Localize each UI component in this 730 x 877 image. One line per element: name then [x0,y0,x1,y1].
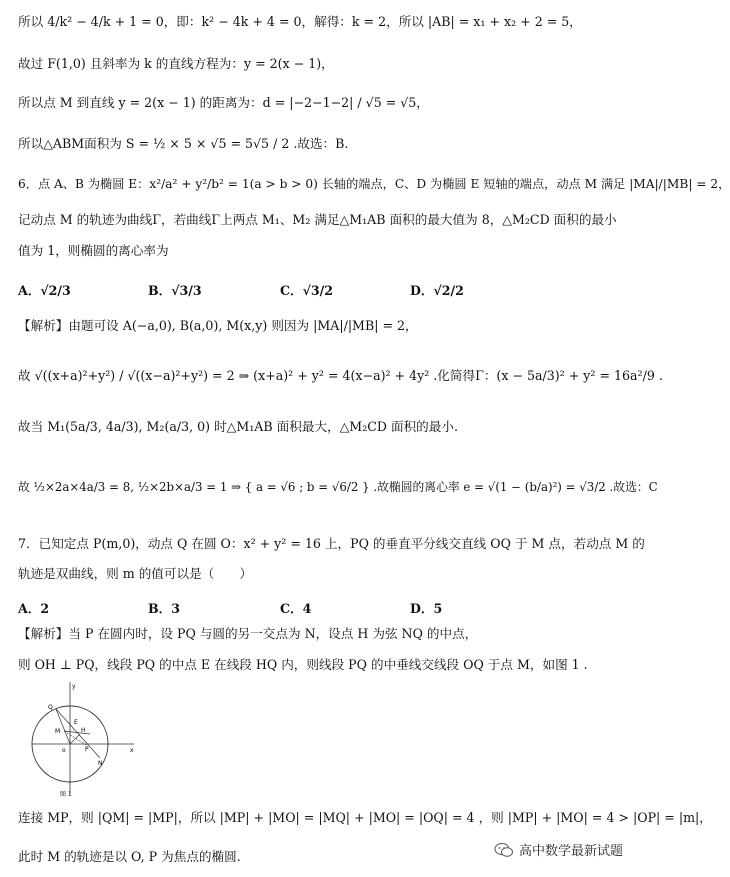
label-p: P [85,746,89,753]
q7-solution-3: 连接 MP，则 |QM| = |MP|，所以 |MP| + |MO| = |MQ| + |MO| = |OQ| = 4 ，则 |MP| + |MO| = 4 > |OP| = |m|， [18,810,712,825]
figure-caption: 图 1 [60,791,72,798]
q7-option-a: A．2 [18,601,50,616]
q6-option-c: C．√3/2 [280,283,334,298]
q7-solution-4: 此时 M 的轨迹是以 O, P 为焦点的椭圆. [18,849,241,864]
question-7-line-2: 轨迹是双曲线，则 m 的值可以是（ ） [18,566,253,581]
question-6-line-3: 值为 1，则椭圆的离心率为 [18,243,169,258]
q7-option-b: B．3 [148,601,181,616]
watermark-text: 高中数学最新试题 [518,844,623,859]
question-6-line-2: 记动点 M 的轨迹为曲线Γ，若曲线Γ上两点 M₁、M₂ 满足△M₁AB 面积的最大值为 8，△M₂CD 面积的最小 [18,212,617,227]
q6-option-b: B．√3/3 [148,283,202,298]
label-q: Q [48,704,53,711]
label-y: y [72,683,76,690]
line-2: 故过 F(1,0) 且斜率为 k 的直线方程为：y = 2(x − 1)， [18,56,334,71]
label-m: M [55,728,61,735]
q7-option-c: C．4 [280,601,312,616]
segment-oq [56,709,70,744]
q6-solution-2: 故 √((x+a)²+y²) / √((x−a)²+y²) = 2 ⇒ (x+a)² + y² = 4(x−a)² + 4y² .化简得Γ：(x − 5a/3)² + y² = 16a²/9 . [18,368,663,383]
label-x: x [130,747,134,754]
label-e: E [74,719,78,726]
q6-solution-4: 故 ½×2a×4a/3 = 8, ½×2b×a/3 = 1 ⇒ { a = √6 ; b = √6/2 } .故椭圆的离心率 e = √(1 − (b/a)²) = √3/2 .故选：C [18,480,658,494]
figure-1 [22,676,142,800]
wechat-icon [494,842,514,858]
q6-solution-1: 【解析】由题可设 A(−a,0), B(a,0), M(x,y) 则因为 |MA|/|MB| = 2， [18,318,418,333]
line-4: 所以△ABM面积为 S = ½ × 5 × √5 = 5√5 / 2 .故选：B. [18,136,349,151]
label-n: N [98,760,103,767]
q7-option-d: D．5 [410,601,443,616]
line-1: 所以 4/k² − 4/k + 1 = 0，即：k² − 4k + 4 = 0，解得：k = 2，所以 |AB| = x₁ + x₂ + 2 = 5， [18,14,582,29]
q7-solution-1: 【解析】当 P 在圆内时，设 PQ 与圆的另一交点为 N，设点 H 为弦 NQ 的中点， [18,626,478,641]
question-6-stem: 6．点 A、B 为椭圆 E：x²/a² + y²/b² = 1(a > b > 0) 长轴的端点，C、D 为椭圆 E 短轴的端点，动点 M 满足 |MA|/|MB| = 2， [18,177,730,191]
q6-option-d: D．√2/2 [410,283,464,298]
q7-solution-2: 则 OH ⊥ PQ，线段 PQ 的中点 E 在线段 HQ 内，则线段 PQ 的中垂线交线段 OQ 于点 M，如图 1 . [18,657,588,672]
q6-option-a: A．√2/3 [18,283,71,298]
label-h: H [81,727,86,734]
line-3: 所以点 M 到直线 y = 2(x − 1) 的距离为：d = |−2−1−2| / √5 = √5， [18,95,429,110]
q6-solution-3: 故当 M₁(5a/3, 4a/3), M₂(a/3, 0) 时△M₁AB 面积最大，△M₂CD 面积的最小. [18,419,458,434]
watermark [494,840,623,859]
label-o: o [62,747,66,754]
question-7-stem: 7．已知定点 P(m,0)，动点 Q 在圆 O：x² + y² = 16 上，PQ 的垂直平分线交直线 OQ 于 M 点，若动点 M 的 [18,536,645,551]
